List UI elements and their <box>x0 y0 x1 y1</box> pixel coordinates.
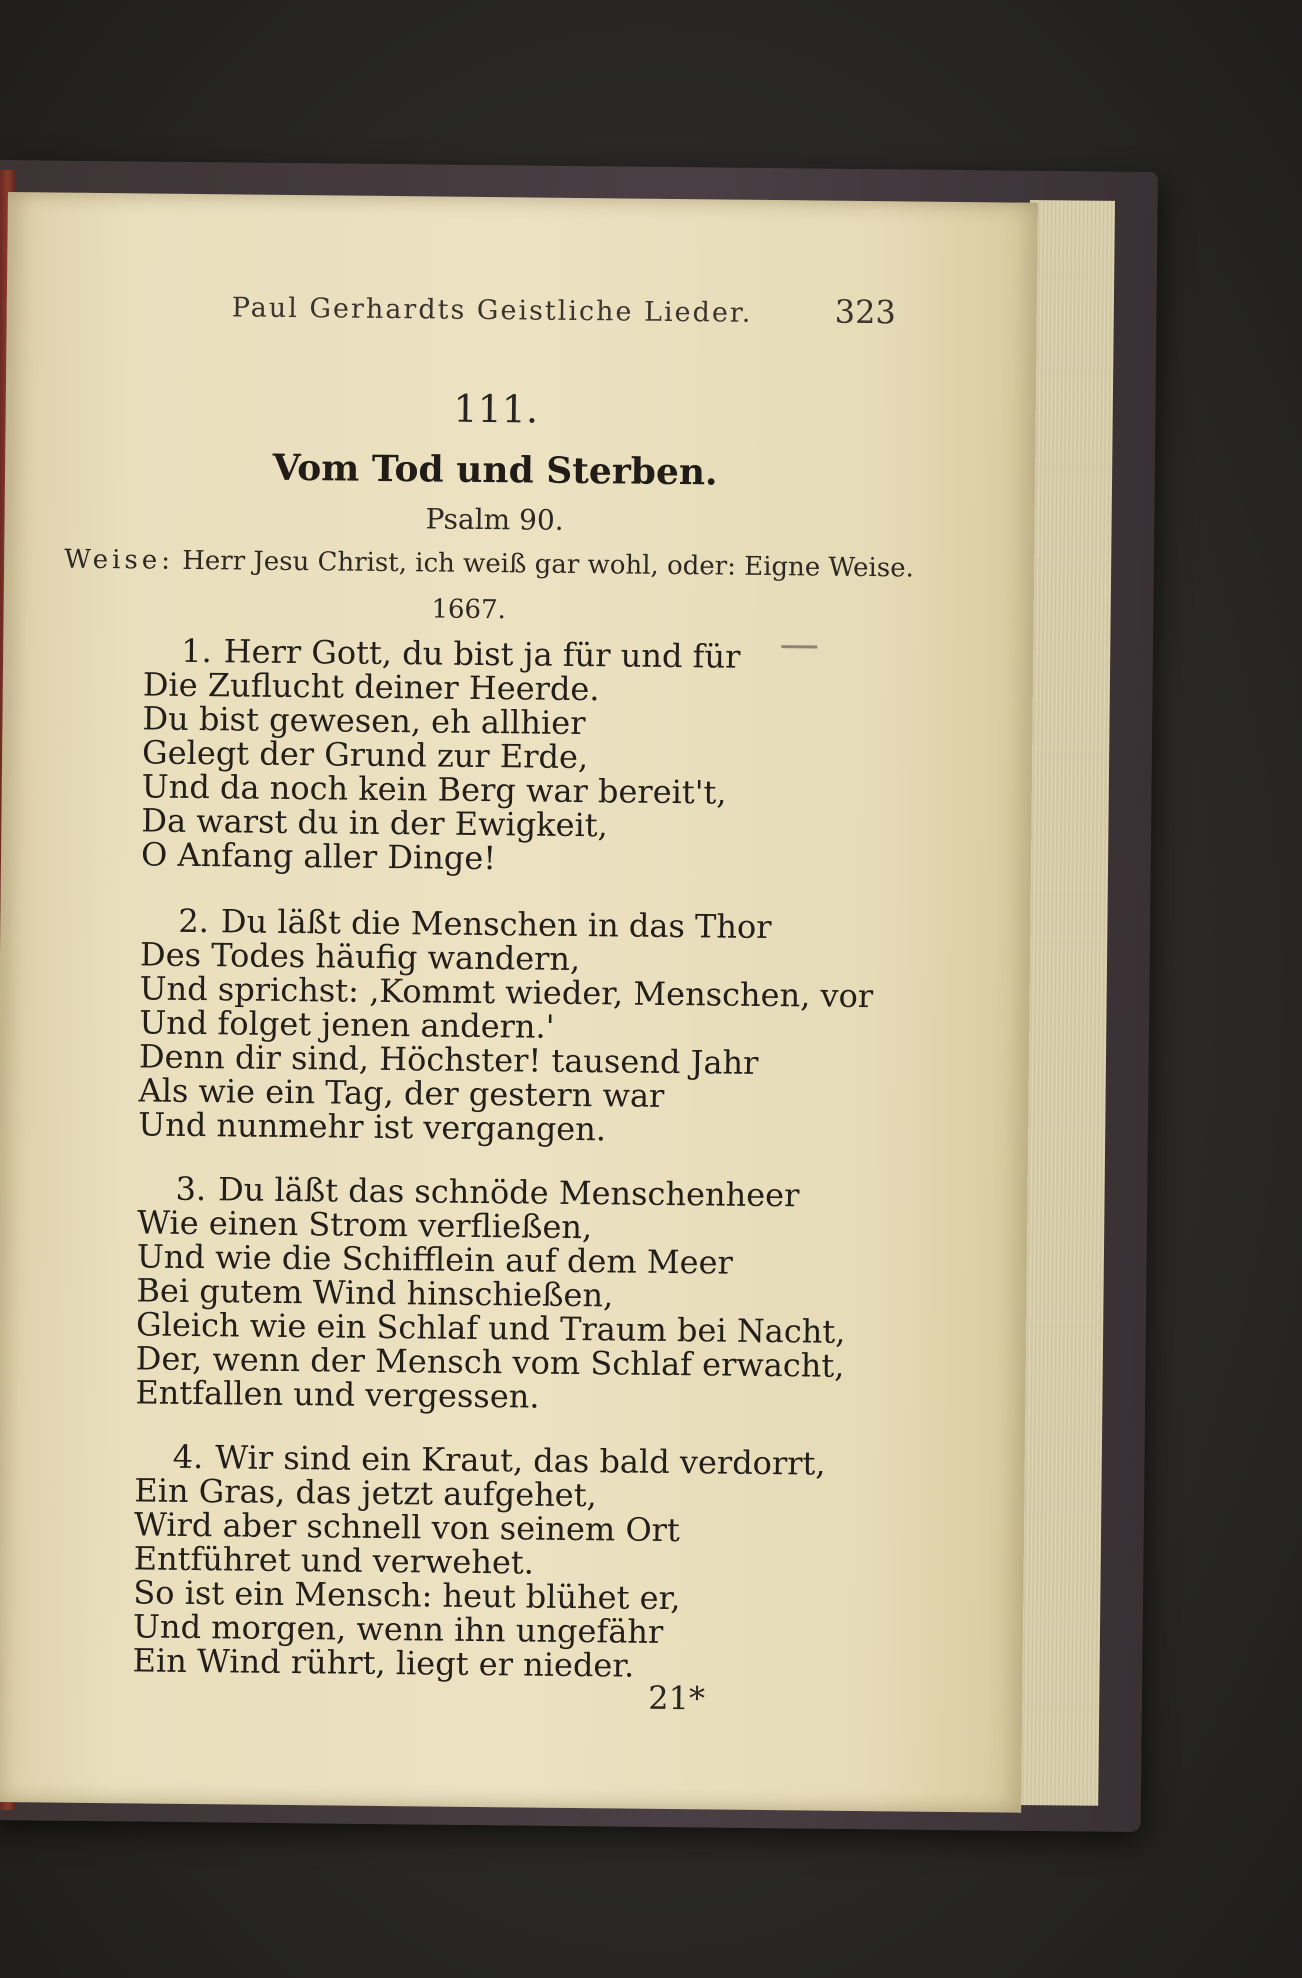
verse-3 <box>135 1171 847 1416</box>
verse-line: Und nunmehr ist vergangen. <box>138 1105 607 1149</box>
signature-mark: 21* <box>648 1678 706 1718</box>
verse-line: Gelegt der Grund zur Erde, <box>141 733 589 777</box>
page-number: 323 <box>834 292 897 332</box>
verse-line: Wie einen Strom verfließen, <box>137 1203 593 1247</box>
verse-line: Und folget jenen andern.' <box>139 1003 555 1046</box>
running-head: Paul Gerhardts Geistliche Lieder. <box>231 292 753 329</box>
verse-line: 3. Du läßt das schnöde Menschenheer <box>175 1169 800 1215</box>
verse-line: Und da noch kein Berg war bereit't, <box>141 767 727 812</box>
psalm-reference: Psalm 90. <box>425 502 564 537</box>
verse-line: 4. Wir sind ein Kraut, das bald verdorrt, <box>172 1437 826 1483</box>
verse-line: 2. Du läßt die Menschen in das Thor <box>178 901 772 947</box>
verse-line: Und morgen, wenn ihn ungefähr <box>132 1607 664 1651</box>
verse-2 <box>138 903 874 1149</box>
hymn-number: 111. <box>453 386 539 432</box>
verse-line: Da warst du in der Ewigkeit, <box>141 801 608 845</box>
year: 1667. <box>431 594 507 626</box>
verse-line: Ein Wind rührt, liegt er nieder. <box>132 1641 635 1685</box>
verse-line: Des Todes häufig wandern, <box>139 935 581 979</box>
verse-number: 1. <box>181 631 212 671</box>
melody-label: Weise: <box>63 544 175 576</box>
verse-line: Wird aber schnell von seinem Ort <box>133 1505 681 1550</box>
verse-line: Entfallen und vergessen. <box>135 1373 540 1416</box>
verse-line: 1. Herr Gott, du bist ja für und für <box>181 631 741 676</box>
verse-1 <box>141 633 741 877</box>
verse-line: Bei gutem Wind hinschießen, <box>136 1271 614 1315</box>
hymn-title: Vom Tod und Sterben. <box>272 446 718 494</box>
verse-number: 2. <box>178 901 210 941</box>
verse-line: Du bist gewesen, eh allhier <box>142 699 586 743</box>
verse-line: Die Zuflucht deiner Heerde. <box>142 665 600 709</box>
verse-line: Und wie die Schifflein auf dem Meer <box>136 1237 734 1282</box>
verse-line: Gleich wie ein Schlaf und Traum bei Nacht, <box>135 1305 846 1351</box>
melody-text: Herr Jesu Christ, ich weiß gar wohl, oder: Eigne Weise. <box>182 545 914 584</box>
verse-line: Als wie ein Tag, der gestern war <box>138 1071 665 1115</box>
verse-line: Ein Gras, das jetzt aufgehet, <box>134 1471 597 1515</box>
verse-number: 3. <box>175 1169 207 1209</box>
verse-line: Denn dir sind, Höchster! tausend Jahr <box>138 1037 759 1082</box>
verse-line: So ist ein Mensch: heut blühet er, <box>133 1573 681 1618</box>
margin-mark <box>781 645 817 648</box>
melody-line <box>63 544 914 584</box>
verse-line: O Anfang aller Dinge! <box>140 835 497 878</box>
book-page <box>0 192 1038 1813</box>
verse-line: Entführet und verwehet. <box>133 1539 535 1582</box>
verse-number: 4. <box>172 1437 204 1477</box>
verse-line: Der, wenn der Mensch vom Schlaf erwacht, <box>135 1339 845 1385</box>
verse-line: Und sprichst: ‚Kommt wieder, Menschen, vor <box>139 969 874 1016</box>
verse-4 <box>132 1439 825 1684</box>
